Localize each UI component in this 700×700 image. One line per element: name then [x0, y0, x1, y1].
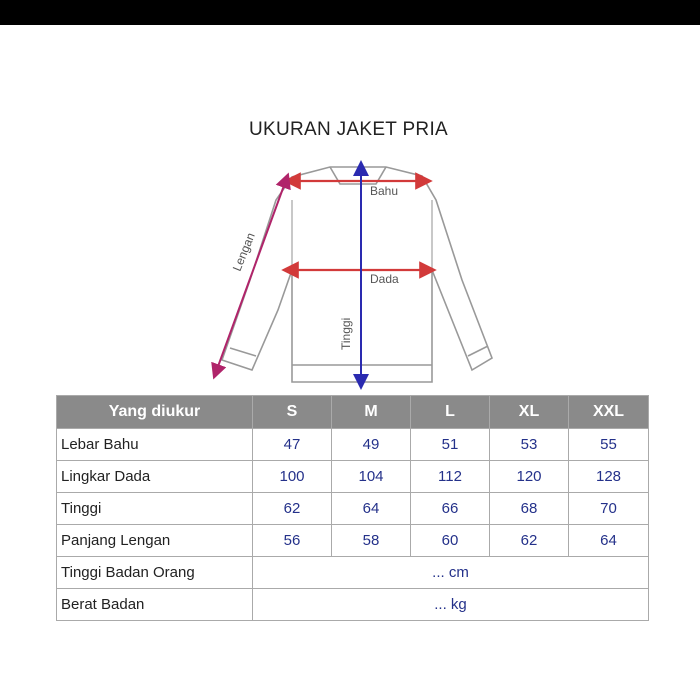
header-size-l: L	[411, 396, 490, 429]
table-row	[57, 461, 649, 493]
cell-value: 55	[569, 429, 649, 461]
header-size-s: S	[253, 396, 332, 429]
cell-value: 60	[411, 525, 490, 557]
cell-value: 66	[411, 493, 490, 525]
lengan-label: Lengan	[229, 230, 258, 274]
dada-label: Dada	[370, 272, 399, 286]
header-size-xl: XL	[490, 396, 569, 429]
header-size-m: M	[332, 396, 411, 429]
row-label: Panjang Lengan	[57, 525, 253, 557]
table-header-row	[57, 396, 649, 429]
table-row	[57, 557, 649, 589]
cell-value: 128	[569, 461, 649, 493]
top-black-bar	[0, 0, 700, 25]
table-row	[57, 525, 649, 557]
size-chart-table	[56, 395, 649, 621]
cell-value-span: ... kg	[253, 589, 649, 621]
row-label: Lingkar Dada	[57, 461, 253, 493]
cell-value-span: ... cm	[253, 557, 649, 589]
cell-value: 70	[569, 493, 649, 525]
cell-value: 120	[490, 461, 569, 493]
header-size-xxl: XXL	[569, 396, 649, 429]
cell-value: 47	[253, 429, 332, 461]
cell-value: 58	[332, 525, 411, 557]
cell-value: 104	[332, 461, 411, 493]
cell-value: 51	[411, 429, 490, 461]
row-label: Berat Badan	[57, 589, 253, 621]
cell-value: 112	[411, 461, 490, 493]
row-label: Tinggi Badan Orang	[57, 557, 253, 589]
cell-value: 62	[253, 493, 332, 525]
jacket-outline	[222, 167, 492, 382]
header-measured: Yang diukur	[57, 396, 253, 429]
cell-value: 64	[332, 493, 411, 525]
row-label: Tinggi	[57, 493, 253, 525]
table-row	[57, 493, 649, 525]
table-row	[57, 429, 649, 461]
bahu-label: Bahu	[370, 184, 399, 198]
row-label: Lebar Bahu	[57, 429, 253, 461]
cell-value: 62	[490, 525, 569, 557]
cell-value: 56	[253, 525, 332, 557]
cell-value: 100	[253, 461, 332, 493]
cell-value: 64	[569, 525, 649, 557]
tinggi-label: Tinggi	[339, 317, 353, 350]
cell-value: 49	[332, 429, 411, 461]
jacket-diagram	[200, 160, 510, 390]
cell-value: 53	[490, 429, 569, 461]
cell-value: 68	[490, 493, 569, 525]
table-row	[57, 589, 649, 621]
page-title: UKURAN JAKET PRIA	[248, 119, 448, 140]
